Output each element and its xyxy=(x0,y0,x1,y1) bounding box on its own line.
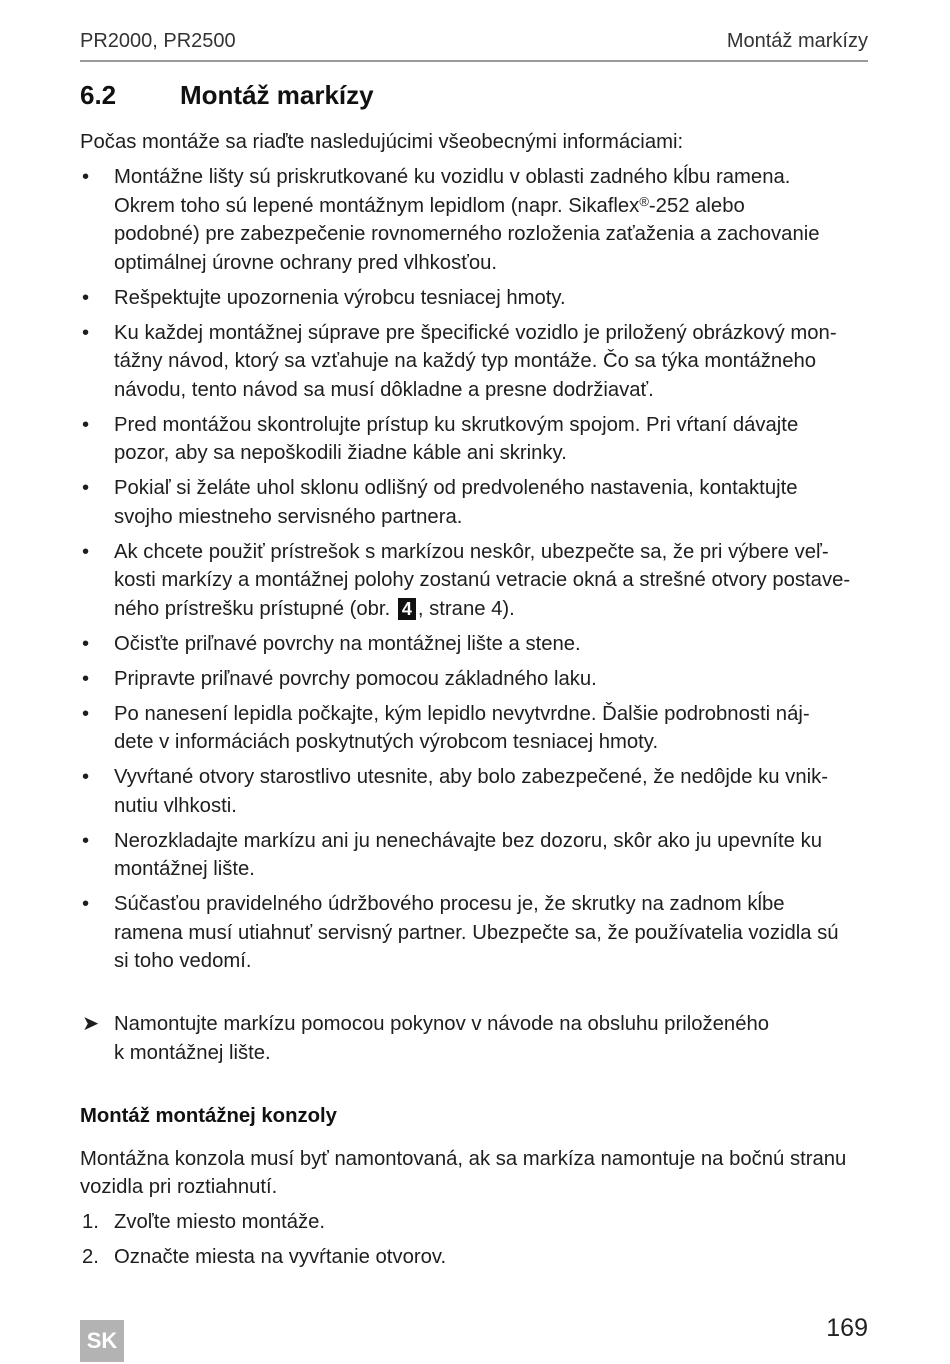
text-line: Pokiaľ si želáte uhol sklonu odlišný od predvoleného nastavenia, kontaktujte xyxy=(114,477,798,499)
bullet-icon: • xyxy=(82,166,90,188)
header-rule xyxy=(80,60,868,62)
text-line: k montážnej lište. xyxy=(114,1041,271,1064)
list-item xyxy=(80,827,880,884)
text-line: návodu, tento návod sa musí dôkladne a presne dodržiavať. xyxy=(114,378,654,401)
step-text: Zvoľte miesto montáže. xyxy=(114,1211,326,1233)
header-product: PR2000, PR2500 xyxy=(80,30,236,52)
sub-paragraph xyxy=(80,1145,880,1202)
list-item xyxy=(80,538,880,624)
text-segment: -252 alebo xyxy=(648,194,745,217)
list-item xyxy=(80,700,880,757)
bullet-icon: • xyxy=(82,632,90,655)
page-body xyxy=(80,128,880,1278)
bullet-icon: • xyxy=(82,413,90,436)
instruction-step xyxy=(80,1010,880,1067)
bullet-icon: • xyxy=(82,477,90,499)
text-line xyxy=(114,595,880,624)
step-number: 2. xyxy=(82,1246,99,1268)
list-item xyxy=(80,319,880,405)
list-item xyxy=(80,665,880,694)
text-line: si toho vedomí. xyxy=(114,950,252,972)
language-tab: SK xyxy=(80,1320,124,1362)
text-line: svojho miestneho servisného partnera. xyxy=(114,505,463,528)
numbered-steps xyxy=(80,1208,880,1272)
text-line: pozor, aby sa nepoškodili žiadne káble ani skrinky. xyxy=(114,442,567,464)
step-text: Označte miesta na vyvŕtanie otvorov. xyxy=(114,1246,447,1268)
list-item xyxy=(80,284,880,313)
text-line: Očisťte priľnavé povrchy na montážnej lište a stene. xyxy=(114,632,581,655)
text-line: optimálnej úrovne ochrany pred vlhkosťou. xyxy=(114,251,498,274)
text-line: montážnej lište. xyxy=(114,858,255,880)
bullet-list xyxy=(80,163,880,976)
bullet-icon: • xyxy=(82,702,90,725)
registered-mark: ® xyxy=(639,193,649,209)
text-line: Montážne lišty sú priskrutkované ku vozidlu v oblasti zadného kĺbu ramena. xyxy=(114,166,791,188)
section-title-text: Montáž markízy xyxy=(180,80,374,110)
text-line: podobné) pre zabezpečenie rovnomerného rozloženia zaťaženia a zachovanie xyxy=(114,223,820,245)
bullet-icon: • xyxy=(82,540,90,563)
bullet-icon: • xyxy=(82,321,90,344)
text-line: Pripravte priľnavé povrchy pomocou základného laku. xyxy=(114,667,597,690)
figure-reference-badge: 4 xyxy=(398,598,416,620)
bullet-icon: • xyxy=(82,829,90,852)
text-line: Ak chcete použiť prístrešok s markízou neskôr, ubezpečte sa, že pri výbere veľ- xyxy=(114,540,829,563)
list-item xyxy=(80,411,880,468)
bullet-icon: • xyxy=(82,893,90,915)
text-line: kosti markízy a montážnej polohy zostanú vetracie okná a strešné otvory postave- xyxy=(114,569,851,591)
numbered-step xyxy=(80,1243,880,1272)
list-item xyxy=(80,890,880,976)
text-line: vozidla pri roztiahnutí. xyxy=(80,1176,278,1198)
bullet-icon: • xyxy=(82,667,90,690)
text-line: dete v informáciách poskytnutých výrobcom tesniacej hmoty. xyxy=(114,731,659,753)
page-number: 169 xyxy=(826,1314,868,1342)
header-chapter: Montáž markízy xyxy=(726,30,868,52)
arrow-icon: ➤ xyxy=(82,1013,99,1035)
text-line: Namontujte markízu pomocou pokynov v návode na obsluhu priloženého xyxy=(114,1013,770,1035)
text-line: Rešpektujte upozornenia výrobcu tesniacej hmoty. xyxy=(114,286,566,309)
text-line: Nerozkladajte markízu ani ju nenechávajte bez dozoru, skôr ako ju upevníte ku xyxy=(114,829,822,852)
step-number: 1. xyxy=(82,1211,99,1233)
text-line: ramena musí utiahnuť servisný partner. Ubezpečte sa, že používatelia vozidla sú xyxy=(114,921,839,944)
text-line: Ku každej montážnej súprave pre špecifické vozidlo je priložený obrázkový mon- xyxy=(114,321,837,344)
text-line: Pred montážou skontrolujte prístup ku skrutkovým spojom. Pri vŕtaní dávajte xyxy=(114,413,799,436)
bullet-icon: • xyxy=(82,766,90,788)
text-line: Montážna konzola musí byť namontovaná, ak sa markíza namontuje na bočnú stranu xyxy=(80,1147,847,1170)
bullet-icon: • xyxy=(82,286,90,309)
text-line: tážny návod, ktorý sa vzťahuje na každý typ montáže. Čo sa týka montážneho xyxy=(114,350,817,372)
section-number: 6.2 xyxy=(80,80,117,110)
text-line: Po nanesení lepidla počkajte, kým lepidlo nevytvrdne. Ďalšie podrobnosti náj- xyxy=(114,702,810,725)
numbered-step xyxy=(80,1208,880,1237)
intro-paragraph: Počas montáže sa riaďte nasledujúcimi všeobecnými informáciami: xyxy=(80,131,684,153)
text-segment: Okrem toho sú lepené montážnym lepidlom (napr. Sikaflex xyxy=(114,194,640,217)
text-line: Súčasťou pravidelného údržbového procesu je, že skrutky na zadnom kĺbe xyxy=(114,893,785,915)
subheading: Montáž montážnej konzoly xyxy=(80,1105,337,1127)
text-segment: , strane 4). xyxy=(417,597,515,620)
list-item xyxy=(80,630,880,659)
text-line xyxy=(114,192,880,221)
list-item xyxy=(80,474,880,531)
section-title xyxy=(80,80,374,111)
list-item xyxy=(80,163,880,277)
text-line: Vyvŕtané otvory starostlivo utesnite, aby bolo zabezpečené, že nedôjde ku vnik- xyxy=(114,766,829,788)
list-item xyxy=(80,763,880,820)
text-segment: ného prístrešku prístupné (obr. xyxy=(114,597,396,620)
text-line: nutiu vlhkosti. xyxy=(114,794,237,817)
